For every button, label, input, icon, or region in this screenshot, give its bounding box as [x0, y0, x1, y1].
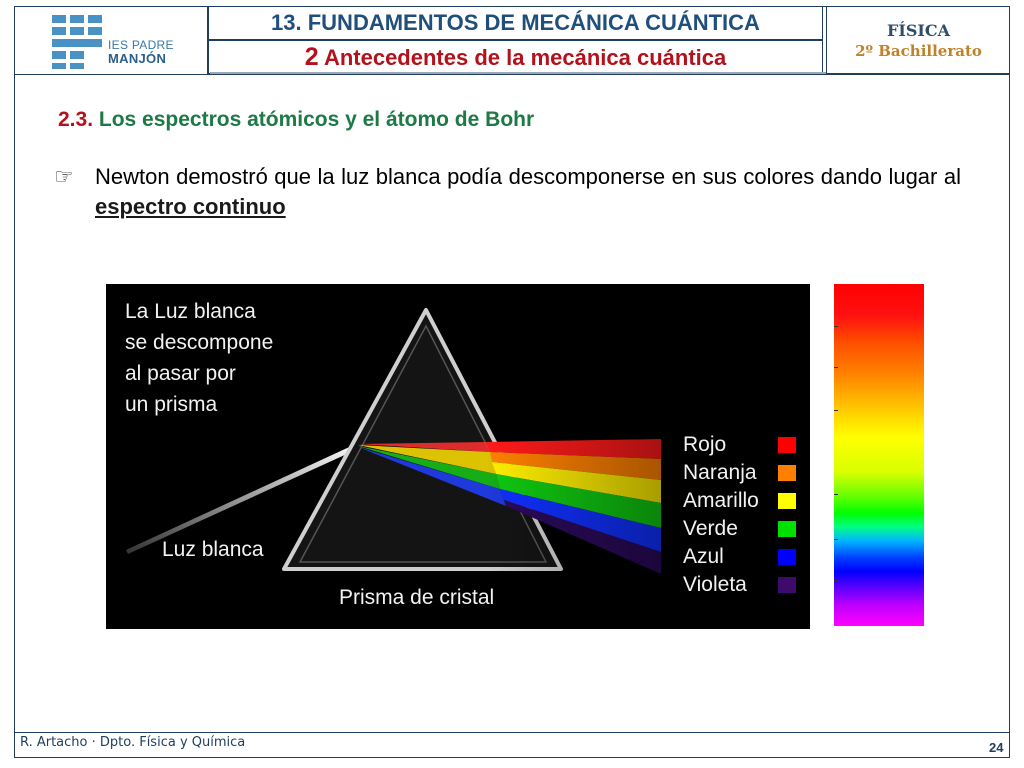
prism-label: Prisma de cristal: [339, 586, 495, 609]
legend-swatch: [778, 577, 796, 593]
white-light-label: Luz blanca: [162, 538, 264, 561]
prism-figure: [106, 284, 810, 629]
pointing-hand-icon: ☞: [54, 164, 74, 189]
legend-item: [683, 543, 803, 571]
legend-item: [683, 571, 803, 599]
figure-caption: [125, 296, 273, 420]
legend-label: Amarillo: [683, 489, 759, 512]
continuous-spectrum-bar: [834, 284, 924, 626]
caption-line-3: al pasar por: [125, 362, 236, 385]
legend-label: Naranja: [683, 461, 757, 484]
legend-item: [683, 487, 803, 515]
section-title-text: Antecedentes de la mecánica cuántica: [318, 45, 727, 70]
page-number: 24: [989, 740, 1004, 755]
subject-name: FÍSICA: [886, 21, 951, 40]
subsection-title: Los espectros atómicos y el átomo de Bohr: [93, 108, 535, 131]
legend-item: [683, 459, 803, 487]
caption-line-2: se descompone: [125, 331, 274, 354]
legend-label: Violeta: [683, 573, 747, 596]
subject-box: [826, 6, 1010, 74]
legend-swatch: [778, 493, 796, 509]
logo-line-1: IES PADRE: [108, 38, 174, 52]
legend-swatch: [778, 437, 796, 453]
section-number: 2: [304, 43, 319, 71]
subsection-heading: [58, 108, 534, 132]
caption-line-1: La Luz blanca: [125, 300, 256, 323]
legend-item: [683, 431, 803, 459]
footer-author: R. Artacho · Dpto. Física y Química: [20, 735, 246, 750]
bullet-text: Newton demostró que la luz blanca podía descomponerse en sus colores dando lugar al: [95, 164, 961, 189]
header-title-box: [208, 6, 825, 74]
legend-swatch: [778, 549, 796, 565]
footer-divider: [14, 732, 1010, 733]
legend-swatch: [778, 521, 796, 537]
subsection-number: 2.3.: [58, 108, 94, 131]
logo-text: [108, 39, 174, 65]
bullet-emphasis: espectro continuo: [95, 194, 286, 219]
school-logo: [14, 6, 208, 74]
caption-line-4: un prisma: [125, 393, 218, 416]
logo-grid-icon: [52, 15, 104, 69]
legend-label: Verde: [683, 517, 738, 540]
unit-title: 13. FUNDAMENTOS DE MECÁNICA CUÁNTICA: [208, 6, 823, 40]
legend-item: [683, 515, 803, 543]
legend-label: Azul: [683, 545, 724, 568]
legend-label: Rojo: [683, 433, 727, 456]
bullet-paragraph: [95, 162, 961, 222]
color-legend: [683, 431, 803, 599]
section-title: [208, 40, 823, 74]
header-divider: [14, 74, 1010, 75]
course-name: 2º Bachillerato: [855, 42, 982, 60]
logo-line-2: MANJÓN: [108, 51, 167, 66]
legend-swatch: [778, 465, 796, 481]
